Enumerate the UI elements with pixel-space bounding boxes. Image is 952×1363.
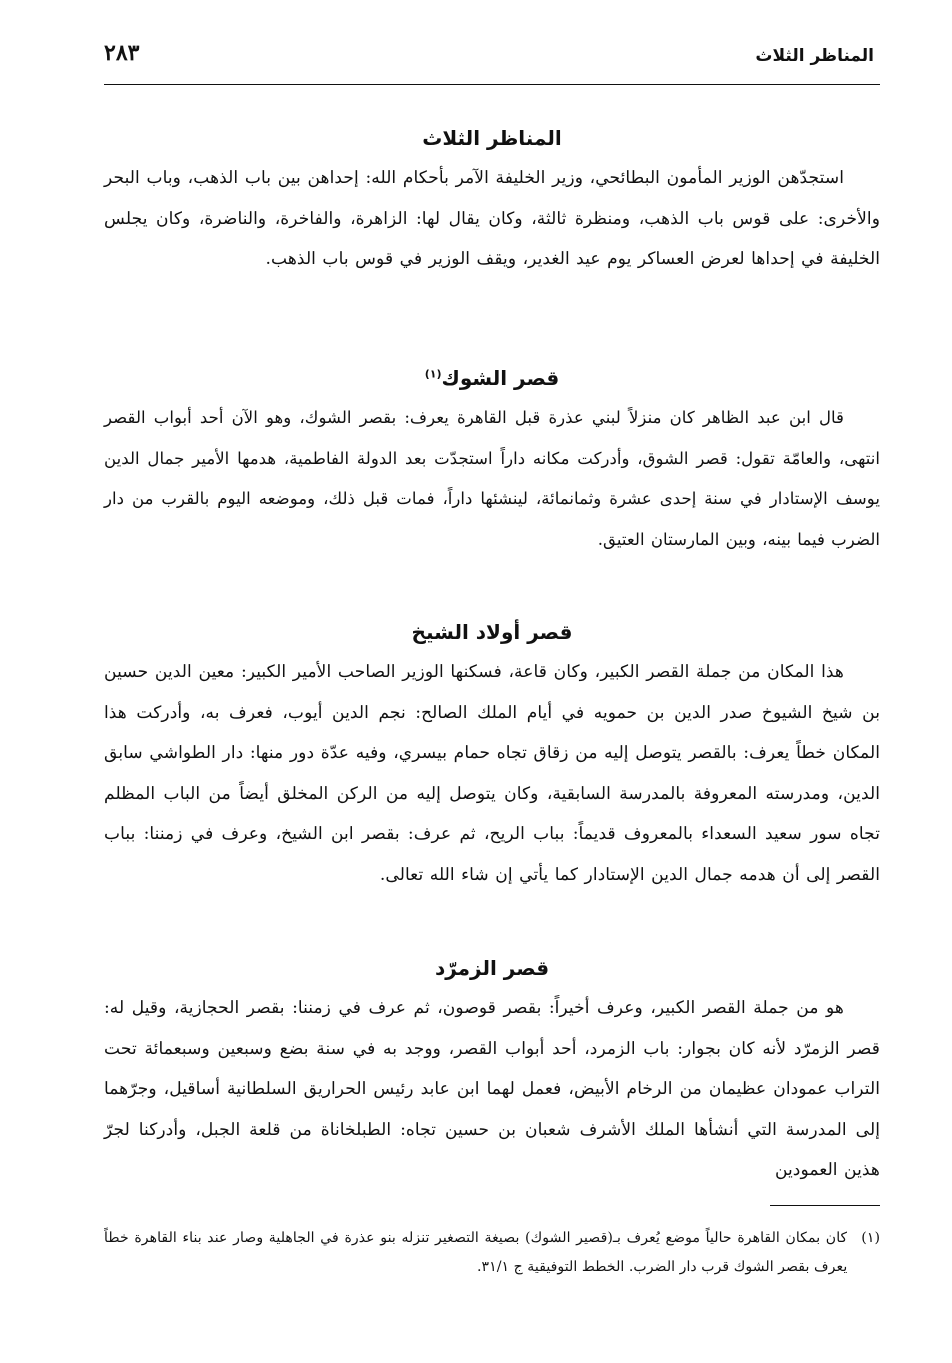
section-qasr-awlad-al-shaykh	[104, 612, 880, 896]
section-qasr-al-zumurrud	[104, 948, 880, 1191]
book-page	[104, 28, 880, 1348]
section-body: قال ابن عبد الظاهر كان منزلاً لبني عذرة قبل القاهرة يعرف: بقصر الشوك، وهو الآن أحد أبواب القصر انتهى، والعامّة تقول: قصر الشوق، وأدركت مكانه داراً استجدّت بعد الدولة الفاطمية، هدمها الأمير جمال الدين يوسف الإستادار في سنة إحدى عشرة وثمانمائة، لينشئها داراً، فمات قبل ذلك، وموضعه اليوم بالقرب من دار الضرب فيما بينه، وبين المارستان العتيق.	[104, 408, 880, 549]
running-head-title: المناظر الثلاث	[755, 46, 874, 66]
header-rule	[104, 84, 880, 85]
footnote-reference[interactable]: (١)	[424, 367, 442, 381]
section-three-belvederes	[104, 118, 880, 280]
section-heading-text: قصر الشوك	[441, 366, 560, 390]
section-heading: قصر الزمرّد	[434, 956, 550, 980]
footnote-separator	[770, 1205, 880, 1206]
page-number: ٢٨٣	[104, 40, 140, 66]
footnote-mark: (١)	[861, 1230, 880, 1246]
section-body: هو من جملة القصر الكبير، وعرف أخيراً: بقصر قوصون، ثم عرف في زمننا: بقصر الحجازية، وقيل له: قصر الزمرّد لأنه كان بجوار: باب الزمرد، أحد أبواب القصر، ووجد به في سنة بضع وسبعين وسبعمائة تحت التراب عمودان عظيمان من الرخام الأبيض، فعمل لهما ابن عابد رئيس الحراريق السلطانية أساقيل، وجرّهما إلى المدرسة التي أنشأها الملك الأشرف شعبان بن حسين تجاه: الطبلخاناة من قلعة الجبل، وأدركنا لجرّ هذين العمودين	[104, 998, 880, 1181]
section-body: هذا المكان من جملة القصر الكبير، وكان قاعة، فسكنها الوزير الصاحب الأمير الكبير: معين الدين حسين بن شيخ الشيوخ صدر الدين بن حمويه في أيام الملك الصالح: نجم الدين أيوب، فعرف به، وأدركت هذا المكان خطاً يعرف: بالقصر يتوصل إليه من زقاق تجاه حمام بيسري، وفيه عدّة دور منها: دار الطواشي سابق الدين، ومدرسته المعروفة بالمدرسة السابقية، وكان يتوصل إليه من الركن المخلق أيضاً من الباب المظلم تجاه سور سعيد السعداء بالمعروف قديماً: بباب الريح، ثم عرف: بقصر ابن الشيخ، وعرف في زمننا: بباب القصر إلى أن هدمه جمال الدين الإستادار كما يأتي إن شاء الله تعالى.	[104, 662, 880, 885]
section-heading: قصر أولاد الشيخ	[411, 620, 573, 644]
footnote-text: كان بمكان القاهرة حالياً موضع يُعرف بـ(قصير الشوك) بصيغة التصغير تنزله بنو عذرة في الجاهلية وصار عند بناء القاهرة خطاً يعرف بقصر الشوك قرب دار الضرب. الخطط التوفيقية ج ٣١/١.	[104, 1230, 848, 1275]
section-qasr-al-shawk	[104, 358, 880, 560]
section-heading	[104, 358, 880, 398]
section-body: استجدّهن الوزير المأمون البطائحي، وزير الخليفة الآمر بأحكام الله: إحداهن بين باب الذهب، وباب البحر والأخرى: على قوس باب الذهب، ومنظرة ثالثة، وكان يقال لها: الزاهرة، والفاخرة، والناضرة، وكان يجلس الخليفة في إحداها لعرض العساكر يوم عيد الغدير، ويقف الوزير في قوس باب الذهب.	[104, 168, 880, 270]
footnote	[104, 1224, 880, 1282]
running-head	[104, 38, 880, 78]
section-heading: المناظر الثلاث	[422, 126, 562, 150]
